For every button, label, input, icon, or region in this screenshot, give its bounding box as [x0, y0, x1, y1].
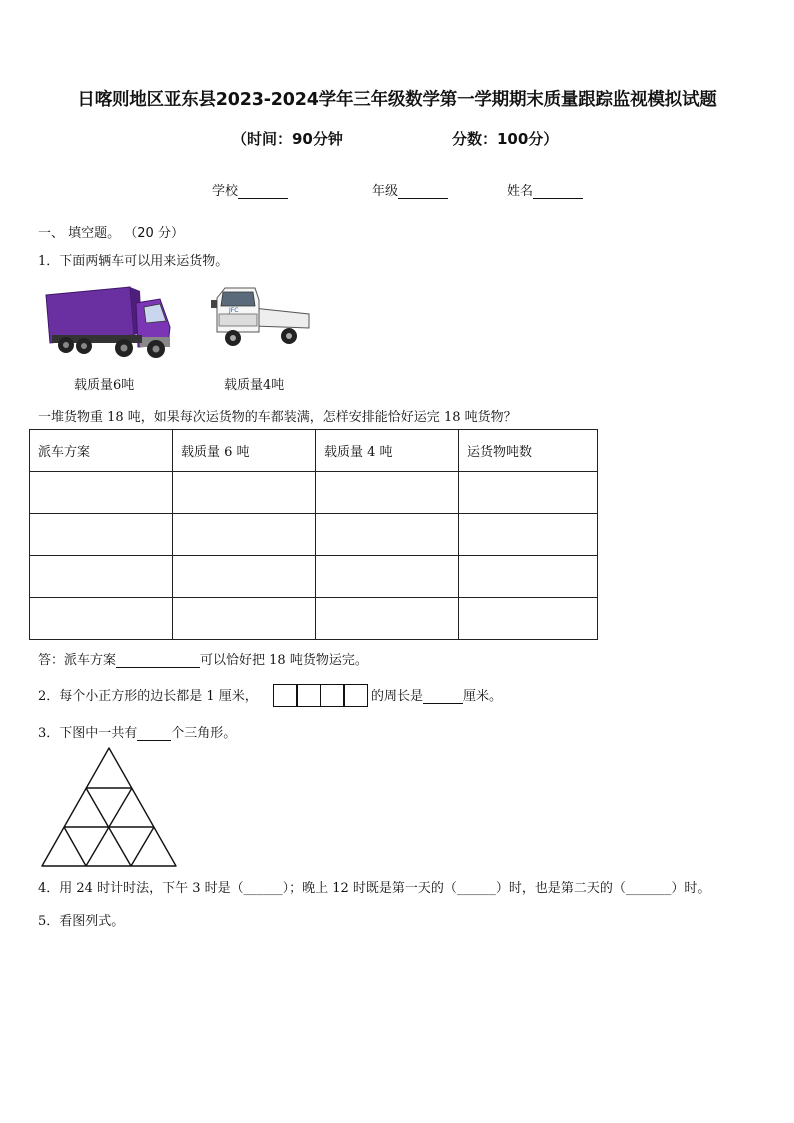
name-field[interactable]: [507, 180, 583, 199]
table-cell[interactable]: [316, 514, 459, 556]
q2-middle: 的周长是: [371, 689, 424, 704]
table-cell[interactable]: [173, 514, 316, 556]
table-cell[interactable]: [459, 556, 598, 598]
exam-title: 日喀则地区亚东县2023-2024学年三年级数学第一学期期末质量跟踪监视模拟试题: [77, 90, 717, 110]
table-row[interactable]: [30, 556, 598, 598]
table-cell[interactable]: [30, 598, 173, 640]
table-cell[interactable]: [173, 556, 316, 598]
answer-blank[interactable]: [116, 653, 200, 668]
school-field[interactable]: [212, 180, 288, 199]
section-heading: 一、 填空题。 （20 分）: [38, 226, 184, 241]
table-header-row: [30, 430, 598, 472]
school-blank[interactable]: [238, 184, 288, 199]
q2-blank[interactable]: [423, 689, 463, 704]
dispatch-table: [29, 429, 598, 640]
question-5-text: 5．看图列式。: [38, 914, 125, 929]
table-header-4t: 载质量 4 吨: [316, 430, 459, 472]
table-header-plan: 派车方案: [30, 430, 173, 472]
grade-label: 年级: [372, 184, 399, 199]
table-cell[interactable]: [459, 472, 598, 514]
triangle-figure: [40, 746, 180, 870]
table-cell[interactable]: [459, 514, 598, 556]
name-blank[interactable]: [533, 184, 583, 199]
table-row[interactable]: [30, 598, 598, 640]
table-cell[interactable]: [459, 598, 598, 640]
question-3-text: [38, 722, 236, 741]
truck-4t-brand: JFC: [229, 307, 239, 314]
unit-square: [296, 684, 321, 707]
table-cell[interactable]: [30, 472, 173, 514]
question-1-answer: [38, 649, 368, 668]
table-header-6t: 载质量 6 吨: [173, 430, 316, 472]
table-cell[interactable]: [173, 598, 316, 640]
table-cell[interactable]: [30, 556, 173, 598]
table-row[interactable]: [30, 514, 598, 556]
answer-prefix: 答：派车方案: [38, 653, 117, 668]
table-cell[interactable]: [316, 472, 459, 514]
question-2-prefix: 2．每个小正方形的边长都是 1 厘米，: [38, 689, 258, 704]
name-label: 姓名: [507, 184, 534, 199]
triangle-line: [64, 827, 86, 866]
table-cell[interactable]: [30, 514, 173, 556]
school-label: 学校: [212, 184, 239, 199]
question-4-text: 4．用 24 时计时法，下午 3 时是（______）；晚上 12 时既是第一天的（______）时，也是第二天的（_______）时。: [38, 881, 711, 896]
table-cell[interactable]: [173, 472, 316, 514]
outer-triangle: [42, 748, 176, 866]
truck-6t-image: [44, 283, 172, 361]
unit-square: [343, 684, 368, 707]
q3-blank[interactable]: [137, 726, 171, 741]
truck-4t-image: [205, 284, 311, 352]
q2-suffix: 厘米。: [463, 689, 503, 704]
table-row[interactable]: [30, 472, 598, 514]
q3-prefix: 3．下图中一共有: [38, 726, 138, 741]
table-header-tons: 运货物吨数: [459, 430, 598, 472]
unit-square: [320, 684, 345, 707]
exam-time: （时间：90分钟: [232, 130, 343, 148]
q3-suffix: 个三角形。: [171, 726, 237, 741]
truck-4t-caption: 载质量4吨: [224, 378, 285, 393]
unit-square: [273, 684, 298, 707]
square-strip-figure: [274, 684, 368, 707]
exam-score: 分数：100分）: [452, 130, 559, 148]
question-2-rest: [371, 685, 502, 704]
triangle-line: [131, 827, 154, 866]
grade-blank[interactable]: [398, 184, 448, 199]
question-1-text: 1．下面两辆车可以用来运货物。: [38, 254, 229, 269]
truck-6t-caption: 载质量6吨: [74, 378, 135, 393]
answer-suffix: 可以恰好把 18 吨货物运完。: [200, 653, 368, 668]
table-cell[interactable]: [316, 598, 459, 640]
grade-field[interactable]: [372, 180, 448, 199]
table-cell[interactable]: [316, 556, 459, 598]
question-1-problem: 一堆货物重 18 吨，如果每次运货物的车都装满，怎样安排能恰好运完 18 吨货物？: [38, 410, 517, 425]
